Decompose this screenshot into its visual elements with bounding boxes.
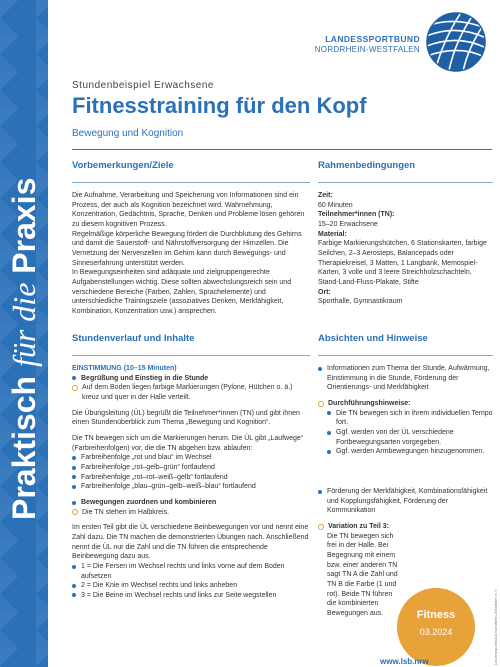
label-zeit: Zeit: (318, 192, 333, 200)
side-title-word1: Praktisch (6, 375, 42, 520)
list-item (72, 482, 310, 492)
list-item-text: Ggf. werden von der ÜL verschiedene Fortbewegungsarten vorgegeben. (336, 429, 454, 446)
block-text: Die TN stehen im Halbkreis. (82, 508, 170, 516)
page-subtitle: Bewegung und Kognition (72, 128, 184, 139)
bullet-icon (318, 490, 322, 494)
paragraph: Im ersten Teil gibt die ÜL verschiedene Beinbewegungen vor und nennt eine Zahl dazu. Die TN machen die demonstrierten Übungen nach. Anschließend nennt die ÜL nur die Zahl und die TN führen die entsprechende Beinbewegung dazu aus. (72, 524, 309, 561)
header-divider (72, 149, 492, 150)
bullet-icon (327, 450, 331, 454)
paragraph: In Bewegungseinheiten sind adäquate und zielgruppengerechte Aufgabenstellungen wichtig. Diese sollten abwechslungsreich sein und verschiedene Bereiche (Farben, Zahlen, Sprachelemente) und unterschiedliche Trainingsziele (assoziatives Denken, Merkfähigkeit, Kombination, Konzentration usw.) ansprechen. (72, 269, 292, 315)
ring-icon (72, 385, 78, 391)
note-text: Informationen zum Thema der Stunde, Aufwärmung, Einstimmung in die Stunde, Förderung der Orientierungs- und Merkfähigkeit (327, 365, 490, 392)
bullet-icon (72, 485, 76, 489)
list-item-text: Farbreihenfolge „blau–grün–gelb–weiß–blau“ fortlaufend (81, 483, 256, 491)
section-stundenverlauf (72, 332, 310, 601)
block-title-row (72, 374, 310, 384)
logo-line2: NORDRHEIN-WESTFALEN (314, 45, 420, 54)
section-divider (72, 355, 310, 356)
block-title-row (72, 498, 310, 508)
paragraph: Die Aufnahme, Verarbeitung und Speicherung von Informationen sind ein Prozess, der auch als Kognition bezeichnet wird. Wahrnehmung, Konzentration, Gedächtnis, Sprache, Denken und Probleme lösen gehören zu diesem kognitiven Prozess. (72, 192, 305, 229)
side-title-word2: für die (6, 282, 42, 368)
label-material: Material: (318, 230, 347, 238)
list-item (327, 428, 493, 447)
bullet-icon (72, 466, 76, 470)
bullet-icon (72, 376, 76, 380)
logo-line1: LANDESSPORTBUND (325, 34, 420, 44)
ring-icon (318, 524, 324, 530)
note-title-row (318, 522, 493, 532)
paragraph: Die TN bewegen sich um die Markierungen herum. Die ÜL gibt „Laufwege“ (Farbreihenfolgen) vor, die die TN abgehen bzw. ablaufen: (72, 435, 304, 452)
note-row (318, 364, 493, 393)
section-heading: Rahmenbedingungen (318, 160, 416, 171)
vertical-imprint: Landessportbund Nordrhein-Westfalen e.V. (493, 588, 498, 665)
list-item (72, 463, 310, 473)
page-title: Fitnesstraining für den Kopf (72, 93, 367, 118)
block-text-row (72, 383, 310, 402)
paragraph: Die Übungsleitung (ÜL) begrüßt die Teilnehmer*innen (TN) und gibt ihnen einen Stundenüberblick zum Thema „Bewegung und Kognition“. (72, 409, 300, 427)
list-item-text: 3 = Die Beine im Wechsel rechts und links zur Seite wegstellen (81, 591, 277, 599)
globe-logo-icon (424, 10, 488, 74)
section-divider (72, 182, 310, 183)
bullet-icon (72, 456, 76, 460)
note-title-row (318, 399, 493, 409)
list-item (327, 447, 493, 457)
section-divider (318, 182, 493, 183)
section-heading: Stundenverlauf und Inhalte (72, 333, 195, 344)
list-item-text: Die TN bewegen sich in ihrem individuellen Tempo fort. (336, 409, 493, 427)
bullet-icon (72, 593, 76, 597)
list-item-text: Farbreihenfolge „rot und blau“ im Wechsel (81, 454, 212, 462)
list-item-text: 1 = Die Fersen im Wechsel rechts und links vorne auf dem Boden aufsetzen (81, 562, 285, 580)
section-absichten (318, 332, 493, 619)
list-item-text: Ggf. werden Armbewegungen hinzugenommen. (336, 448, 485, 456)
list-item (72, 591, 310, 601)
note-title: Variation zu Teil 3: (328, 522, 389, 530)
ring-icon (318, 401, 324, 407)
bullet-icon (72, 584, 76, 588)
label-tn: Teilnehmer*innen (TN): (318, 211, 395, 219)
section-heading: Absichten und Hinweise (318, 333, 428, 344)
list-item (72, 562, 310, 581)
list-item-text: Farbreihenfolge „rot–gelb–grün“ fortlaufend (81, 464, 215, 472)
paragraph: Regelmäßige körperliche Bewegung fördert die Durchblutung des Gehirns und damit die Sauerstoff- und Nährstoffversorgung der Hirnzellen. Die Vernetzung der Nervenzellen im Gehirn kann durch Bewegungs- und Sinneserfahrung unterstützt werden. (72, 230, 302, 267)
list-item (72, 473, 310, 483)
section-vorbemerkungen (72, 159, 310, 317)
bullet-icon (327, 431, 331, 435)
bullet-icon (72, 565, 76, 569)
side-title (2, 177, 46, 520)
bullet-icon (318, 367, 322, 371)
side-title-word3: Praxis (6, 177, 42, 274)
kicker: Stundenbeispiel Erwachsene (72, 80, 214, 91)
logo-wordmark (304, 34, 420, 54)
ring-icon (72, 509, 78, 515)
note-title: Durchführungshinweise: (328, 400, 411, 408)
bullet-icon (72, 501, 76, 505)
section-rahmenbedingungen (318, 159, 493, 307)
value-material: Farbige Markierungshütchen, 6 Stationskarten, farbige Seilchen, 2–3 Aerosteps, Balancepads oder Therapiekreisel, 3 Matten, 1 Langbank, Memospiel-Karten, 3 volle und 3 leere Streichholzschachteln, Stand-Land-Fluss-Plakate, Stifte (318, 240, 487, 287)
list-item (72, 581, 310, 591)
section-divider (318, 355, 493, 356)
value-ort: Sporthalle, Gymnastikraum (318, 298, 403, 306)
list-item (327, 409, 493, 428)
block-title: Begrüßung und Einstieg in die Stunde (81, 374, 209, 382)
value-zeit: 60 Minuten (318, 201, 353, 209)
block-title: Bewegungen zuordnen und kombinieren (81, 498, 217, 506)
note-text: Förderung der Merkfähigkeit, Kombinationsfähigkeit und Kopplungsfähigkeit, Förderung der Kommunikation (327, 488, 488, 515)
phase-label: EINSTIMMUNG (10–15 Minuten) (72, 365, 177, 373)
block-text: Auf dem Boden liegen farbige Markierungen (Pylone, Hütchen o. ä.) kreuz und quer in der Halle verteilt. (82, 384, 293, 402)
bullet-icon (72, 475, 76, 479)
category-badge (397, 588, 475, 666)
badge-category: Fitness (416, 609, 456, 621)
badge-date: 03.2024 (419, 627, 453, 637)
list-item-text: 2 = Die Knie im Wechsel rechts und links anheben (81, 582, 238, 590)
footer-url: www.lsb.nrw (380, 657, 429, 666)
list-item (72, 453, 310, 463)
value-tn: 15–20 Erwachsene (318, 221, 378, 229)
bullet-icon (327, 411, 331, 415)
list-item-text: Farbreihenfolge „rot–rot–weiß–gelb“ fortlaufend (81, 473, 228, 481)
section-heading: Vorbemerkungen/Ziele (72, 160, 174, 171)
label-ort: Ort: (318, 288, 331, 296)
block-text-row (72, 508, 310, 518)
note-row (318, 487, 493, 516)
variation-text: Die TN bewegen sich frei in der Halle. Bei Begegnung mit einem bzw. einer anderen TN sagt TN A die Zahl und TN B die Farbe (1 und rot). Beide TN führen die kombinierten Bewegungen aus. (327, 532, 398, 617)
